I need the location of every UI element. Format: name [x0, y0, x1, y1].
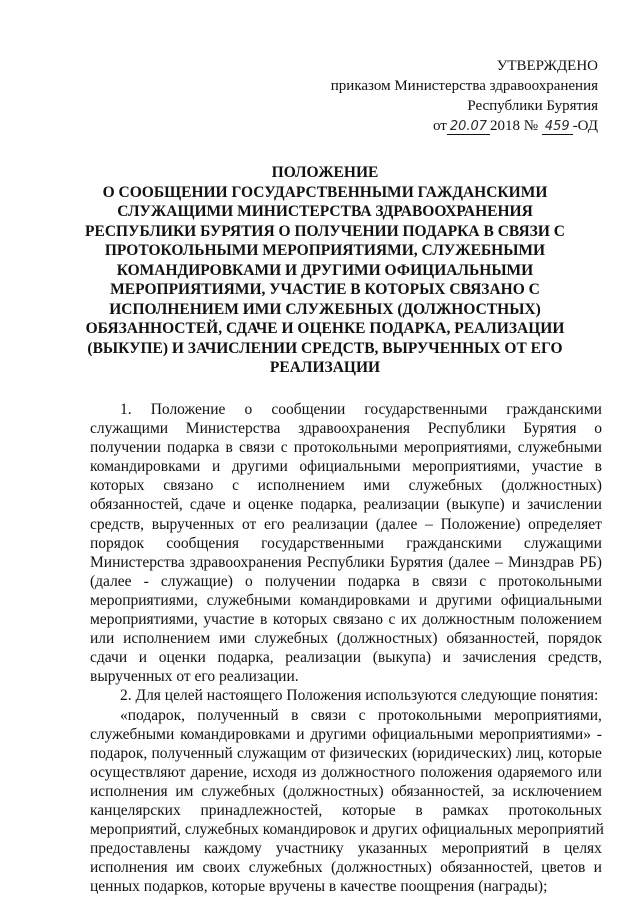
- word: лиц,: [515, 744, 545, 762]
- word: или: [577, 763, 602, 781]
- word: (далее: [375, 515, 418, 533]
- body-line: вырученных от его реализации.: [90, 668, 299, 686]
- word: должностным: [422, 611, 515, 629]
- word: связи: [238, 439, 275, 457]
- document-title: [70, 163, 580, 378]
- body-line: [90, 553, 602, 572]
- approval-order-line: приказом Министерства здравоохранения: [330, 78, 598, 94]
- word: получении: [90, 439, 161, 457]
- word: физических: [329, 744, 408, 762]
- word: протокольными: [498, 572, 602, 590]
- word: от: [311, 744, 326, 762]
- word: которые: [342, 801, 396, 819]
- word: должностного: [321, 763, 416, 781]
- word: командировками: [299, 591, 411, 609]
- body-line: 2. Для целей настоящего Положения используются следующие понятия:: [120, 687, 599, 705]
- word: –: [425, 515, 433, 533]
- word: служебных: [408, 477, 483, 495]
- word: служащими: [523, 534, 602, 552]
- title-line: (ВЫКУПЕ) И ЗАЧИСЛЕНИИ СРЕДСТВ, ВЫРУЧЕННЫХ ОТ ЕГО: [87, 339, 563, 357]
- word: мероприятиями,: [403, 439, 512, 457]
- word: и: [593, 859, 602, 877]
- word: мероприятий,: [90, 821, 181, 839]
- word: мероприятий: [516, 821, 604, 839]
- word: исполнения: [90, 859, 168, 877]
- body-line: [90, 476, 602, 495]
- word: сообщения: [166, 534, 240, 552]
- body-line: [90, 572, 602, 591]
- title-line: ОБЯЗАННОСТЕЙ, СДАЧЕ И ОЦЕНКЕ ПОДАРКА, РЕАЛИЗАЦИИ: [85, 320, 565, 337]
- word: Бурятия: [523, 420, 577, 438]
- word: целях: [564, 840, 602, 858]
- word: служебных: [184, 821, 259, 839]
- word: Положение): [440, 515, 521, 533]
- title-line: ИСПОЛНЕНИЕМ ИМИ СЛУЖЕБНЫХ (ДОЛЖНОСТНЫХ): [109, 300, 541, 318]
- word: реализации: [285, 649, 362, 667]
- word: с: [280, 439, 288, 457]
- approval-stamp: [331, 56, 598, 136]
- body-line: [90, 534, 602, 553]
- word: участие: [203, 611, 255, 629]
- word: о: [244, 401, 253, 418]
- body-line: [90, 858, 602, 877]
- title-line: РЕСПУБЛИКИ БУРЯТИЯ О ПОЛУЧЕНИИ ПОДАРКА В СВЯЗИ С: [85, 222, 565, 240]
- word: другими: [231, 458, 288, 476]
- word: РБ): [579, 553, 602, 571]
- word: которых: [272, 611, 328, 629]
- word: (должностных): [501, 477, 602, 495]
- title-line: ПОЛОЖЕНИЕ: [271, 164, 379, 181]
- word: 1.: [120, 401, 132, 418]
- word: другими: [435, 591, 492, 609]
- body-line: [90, 782, 602, 801]
- word: служебными: [90, 725, 175, 743]
- word: обязанностей,: [446, 630, 540, 648]
- word: полученный: [197, 706, 279, 724]
- body-line: [90, 591, 602, 610]
- word: обязанностей,: [90, 496, 183, 514]
- order-suffix: -ОД: [572, 118, 598, 134]
- word: положением: [520, 611, 602, 629]
- word: (должностных): [330, 859, 432, 877]
- word: служебными: [517, 439, 602, 457]
- word: служебных: [201, 782, 276, 800]
- word: полученный: [151, 744, 233, 762]
- word: их: [400, 611, 417, 629]
- word: Министерства: [185, 420, 281, 438]
- word: здравоохранения: [298, 420, 411, 438]
- word: в: [260, 611, 268, 629]
- word: дарение,: [190, 763, 248, 781]
- word: мероприятий: [441, 840, 529, 858]
- word: связано: [332, 611, 384, 629]
- word: за: [491, 782, 505, 800]
- body-line: [90, 725, 602, 744]
- word: им: [175, 782, 194, 800]
- word: (выкупа): [372, 649, 431, 667]
- word: исполнением: [123, 630, 211, 648]
- word: с: [479, 572, 487, 590]
- word: или: [90, 630, 115, 648]
- word: обязанностей,: [391, 782, 485, 800]
- body-line: [90, 648, 602, 667]
- word: (должностных): [282, 782, 384, 800]
- body-line: [90, 763, 602, 782]
- word: Республики: [427, 420, 506, 438]
- word: связи: [310, 706, 347, 724]
- word: и: [511, 496, 521, 514]
- word: рамках: [442, 801, 489, 819]
- word: -: [143, 572, 149, 590]
- word: гражданскими: [406, 534, 502, 552]
- word: гражданскими: [506, 401, 602, 418]
- word: сдаче: [189, 496, 226, 514]
- body-line: [90, 495, 602, 514]
- date-year: 2018 №: [490, 118, 539, 134]
- word: в: [225, 439, 233, 457]
- word: каждому: [204, 840, 262, 858]
- word: мероприятиями»: [479, 725, 591, 743]
- word: в: [291, 706, 299, 724]
- word: Минздрав: [508, 553, 575, 571]
- word: реализации: [363, 496, 440, 514]
- word: сдачи: [90, 649, 128, 667]
- word: других: [372, 821, 418, 839]
- word: командировок: [262, 821, 357, 839]
- word: указанных: [357, 840, 428, 858]
- word: с: [388, 611, 396, 629]
- word: в: [542, 840, 551, 858]
- word: средств,: [547, 649, 602, 667]
- word: протокольными: [377, 706, 482, 724]
- word: участие: [531, 458, 583, 476]
- word: мероприятиями,: [494, 706, 602, 724]
- body-line: [90, 515, 602, 534]
- word: Министерства: [90, 553, 185, 571]
- word: протокольных: [508, 801, 602, 819]
- word: в: [412, 572, 420, 590]
- word: -: [596, 725, 602, 743]
- word: подарка,: [300, 496, 357, 514]
- word: мероприятиями,: [90, 591, 198, 609]
- word: средств,: [90, 515, 145, 533]
- word: обязанностей,: [440, 859, 533, 877]
- word: государственными: [364, 401, 488, 418]
- word: командировками: [90, 458, 201, 476]
- approval-heading: УТВЕРЖДЕНО: [496, 58, 598, 74]
- word: исключением: [512, 782, 602, 800]
- body-line: ценных подарков, которые вручены в качестве поощрения (награды);: [90, 878, 548, 896]
- title-line: О СООБЩЕНИИ ГОСУДАРСТВЕННЫМИ ГАЖДАНСКИМИ: [102, 183, 548, 201]
- word: официальными: [500, 591, 602, 609]
- word: (выкупе): [446, 496, 505, 514]
- body-line: [90, 400, 602, 419]
- word: реализации: [292, 515, 369, 533]
- title-line: РЕАЛИЗАЦИИ: [269, 359, 381, 376]
- title-line: СЛУЖАЩИМИ МИНИСТЕРСТВА ЗДРАВООХРАНЕНИЯ: [117, 203, 533, 220]
- word: командировками: [180, 725, 291, 743]
- body-line: [90, 744, 602, 763]
- word: участнику: [275, 840, 344, 858]
- word: другими: [310, 725, 367, 743]
- title-line: КОМАНДИРОВКАМИ И ДРУГИМИ ОФИЦИАЛЬНЫМИ: [116, 261, 534, 279]
- title-line: МЕРОПРИЯТИЯМИ, УЧАСТИЕ В КОТОРЫХ СВЯЗАНО С: [110, 281, 540, 298]
- word: официальных: [421, 821, 513, 839]
- word: в: [594, 458, 602, 476]
- word: исполнения: [90, 782, 168, 800]
- word: которые: [548, 744, 602, 762]
- word: одаряемого: [497, 763, 573, 781]
- word: служащими: [90, 420, 169, 438]
- word: своих: [202, 859, 241, 877]
- word: (далее: [90, 572, 132, 590]
- word: Бурятия: [389, 553, 444, 571]
- word: его: [264, 515, 285, 533]
- word: подарок,: [90, 744, 148, 762]
- word: порядок: [547, 630, 602, 648]
- word: официальными: [372, 725, 474, 743]
- word: осуществляют: [90, 763, 186, 781]
- word: «подарок,: [120, 706, 186, 724]
- word: протокольными: [293, 439, 398, 457]
- body-line: [90, 839, 602, 858]
- word: подарка: [347, 572, 401, 590]
- word: исполнением: [257, 477, 345, 495]
- word: подарка: [167, 439, 220, 457]
- word: ими: [363, 477, 390, 495]
- approval-date-line: [331, 116, 598, 136]
- word: о: [594, 420, 602, 438]
- word: официальными: [299, 458, 401, 476]
- word: и: [232, 496, 241, 514]
- word: исходя: [252, 763, 297, 781]
- word: здравоохранения: [189, 553, 302, 571]
- approval-region-line: Республики Бурятия: [467, 98, 598, 114]
- word: и: [418, 591, 428, 609]
- word: служебных: [248, 859, 323, 877]
- word: которых: [90, 477, 145, 495]
- document-body: [90, 400, 602, 896]
- handwritten-order-number: 459: [542, 119, 573, 135]
- word: (далее: [448, 553, 490, 571]
- body-line: [90, 610, 602, 629]
- word: Положение: [150, 401, 226, 418]
- word: зачислении: [527, 496, 602, 514]
- word: с: [358, 706, 366, 724]
- word: (должностных): [336, 630, 438, 648]
- word: вырученных: [151, 515, 235, 533]
- word: с: [232, 477, 239, 495]
- word: положения: [420, 763, 493, 781]
- word: зачисления: [462, 649, 537, 667]
- body-line: [90, 438, 602, 457]
- date-prefix: от: [432, 118, 447, 134]
- word: и: [138, 649, 148, 667]
- word: служебных: [254, 630, 329, 648]
- word: мероприятиями,: [412, 458, 521, 476]
- word: предоставлены: [90, 840, 190, 858]
- word: из: [301, 763, 317, 781]
- word: и: [296, 725, 305, 743]
- body-line: [90, 706, 602, 725]
- word: служебными: [206, 591, 291, 609]
- word: оценке: [248, 496, 294, 514]
- word: порядок: [90, 534, 145, 552]
- word: связано: [163, 477, 214, 495]
- body-line: [90, 629, 602, 648]
- word: связи: [431, 572, 468, 590]
- body-line: [90, 419, 602, 438]
- word: (юридических): [412, 744, 512, 762]
- word: в: [415, 801, 423, 819]
- word: им: [176, 859, 195, 877]
- word: Республики: [306, 553, 385, 571]
- body-line: [90, 820, 602, 839]
- title-line: ПРОТОКОЛЬНЫМИ МЕРОПРИЯТИЯМИ, СЛУЖЕБНЫМИ: [104, 242, 546, 259]
- word: и: [442, 649, 451, 667]
- word: мероприятиями,: [90, 611, 198, 629]
- word: определяет: [528, 515, 602, 533]
- word: служащие): [160, 572, 233, 590]
- word: ими: [219, 630, 246, 648]
- body-line: [90, 457, 602, 476]
- word: подарка,: [217, 649, 274, 667]
- word: государственными: [261, 534, 385, 552]
- word: канцелярских: [90, 801, 181, 819]
- body-line: [90, 801, 602, 820]
- word: от: [241, 515, 257, 533]
- word: сообщении: [271, 401, 346, 418]
- word: цветов: [541, 859, 586, 877]
- word: о: [245, 572, 253, 590]
- word: –: [495, 553, 503, 571]
- handwritten-date: 20.07: [447, 119, 490, 135]
- word: принадлежностей,: [200, 801, 323, 819]
- word: служащим: [237, 744, 307, 762]
- word: оценки: [158, 649, 206, 667]
- word: получении: [264, 572, 336, 590]
- word: и: [211, 458, 221, 476]
- word: и: [360, 821, 369, 839]
